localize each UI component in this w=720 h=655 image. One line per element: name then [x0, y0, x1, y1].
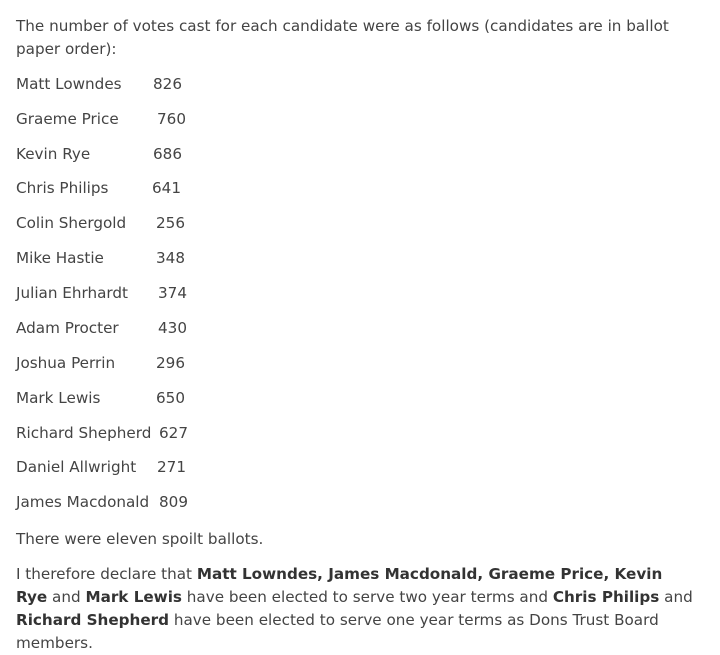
candidate-name: Julian Ehrhardt — [16, 284, 129, 302]
result-row — [16, 386, 185, 410]
result-row — [16, 176, 181, 200]
candidate-votes: 650 — [156, 389, 185, 407]
candidate-votes: 627 — [159, 424, 188, 442]
result-row — [16, 281, 187, 305]
declaration-two-year-name: Mark Lewis — [85, 588, 182, 606]
declaration-text: have been elected to serve one year terms as Dons Trust Board members. — [16, 611, 659, 652]
candidate-votes: 641 — [152, 179, 181, 197]
candidate-votes: 374 — [158, 284, 187, 302]
candidate-name: Richard Shepherd — [16, 424, 152, 442]
candidate-votes: 296 — [156, 354, 185, 372]
declaration-one-year-name: Richard Shepherd — [16, 611, 170, 629]
candidate-votes: 348 — [156, 249, 185, 267]
result-row — [16, 421, 188, 445]
candidate-name: Chris Philips — [16, 179, 109, 197]
declaration-text: I therefore declare that — [16, 565, 197, 583]
candidate-name: Mike Hastie — [16, 249, 104, 267]
result-row — [16, 351, 185, 375]
result-row — [16, 455, 186, 479]
candidate-name: Mark Lewis — [16, 389, 101, 407]
result-row — [16, 211, 185, 235]
result-row — [16, 107, 186, 131]
candidate-votes: 271 — [157, 458, 186, 476]
result-row — [16, 490, 188, 514]
candidate-name: James Macdonald — [16, 493, 150, 511]
candidate-votes: 686 — [153, 145, 182, 163]
results-intro: The number of votes cast for each candidate were as follows (candidates are in ballot paper order): — [16, 17, 669, 58]
candidate-name: Colin Shergold — [16, 214, 127, 232]
declaration-text: have been elected to serve two year terms and — [181, 588, 553, 606]
result-row — [16, 142, 182, 166]
candidate-votes: 809 — [159, 493, 188, 511]
candidate-name: Graeme Price — [16, 110, 119, 128]
declaration-text: and — [659, 588, 693, 606]
candidate-votes: 256 — [156, 214, 185, 232]
cropped-text-remnant — [175, 0, 201, 6]
result-row — [16, 72, 182, 96]
result-row — [16, 316, 187, 340]
declaration-two-year-names: Matt Lowndes, James Macdonald, Graeme Price, Kevin Rye — [16, 565, 663, 606]
candidate-name: Matt Lowndes — [16, 75, 122, 93]
declaration-one-year-name: Chris Philips — [552, 588, 660, 606]
candidate-name: Joshua Perrin — [16, 354, 116, 372]
candidate-name: Adam Procter — [16, 319, 119, 337]
candidate-votes: 430 — [158, 319, 187, 337]
declaration-text: and — [47, 588, 86, 606]
result-row — [16, 246, 185, 270]
candidate-name: Kevin Rye — [16, 145, 91, 163]
spoilt-ballots-note: There were eleven spoilt ballots. — [16, 530, 264, 548]
candidate-votes: 826 — [153, 75, 182, 93]
candidate-name: Daniel Allwright — [16, 458, 137, 476]
candidate-votes: 760 — [157, 110, 186, 128]
election-declaration — [16, 563, 696, 655]
